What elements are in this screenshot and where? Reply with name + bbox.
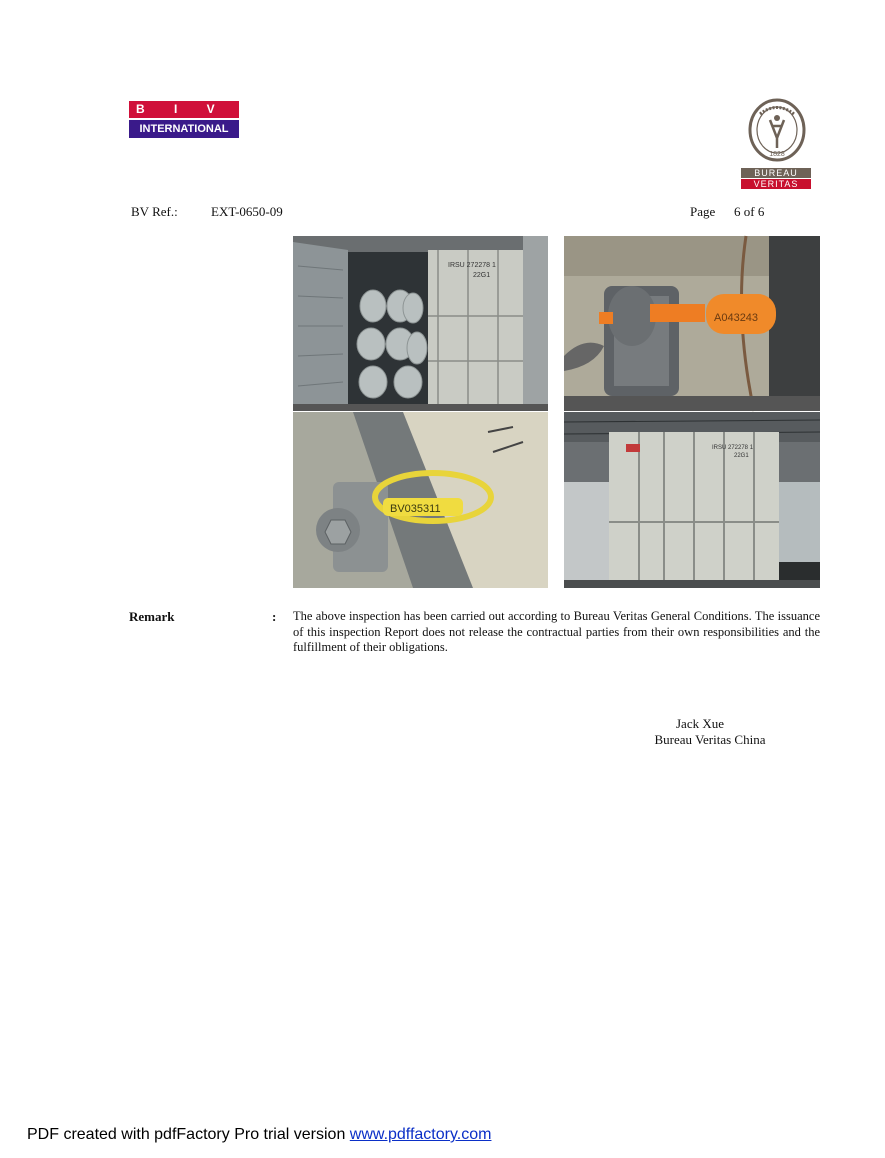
photo-cable-seal xyxy=(293,412,548,588)
bv-word-bureau: BUREAU xyxy=(741,168,811,178)
remark-label: Remark xyxy=(129,609,175,624)
page-label: Page xyxy=(690,204,716,219)
photo-container-closed xyxy=(564,412,820,588)
cable-seal-number: BV035311 xyxy=(390,503,441,515)
ref-value: EXT-0650-09 xyxy=(211,204,283,219)
pdf-footer xyxy=(27,1126,491,1144)
container-number: IRSU 272278 1 xyxy=(448,262,496,269)
signatory-name: Jack Xue xyxy=(675,716,724,731)
page-number: 6 of 6 xyxy=(734,204,765,219)
container-size-code: 22G1 xyxy=(734,453,749,459)
bureau-veritas-seal-logo xyxy=(748,98,806,162)
seal-year: 1828 xyxy=(769,151,785,158)
footer-link[interactable]: www.pdffactory.com xyxy=(349,1126,492,1143)
photo-container-loaded xyxy=(293,236,548,411)
footer-text: PDF created with pdfFactory Pro trial version xyxy=(27,1126,350,1143)
ref-label: BV Ref.: xyxy=(131,204,178,219)
bolt-seal-number: A043243 xyxy=(714,312,759,324)
photo-bolt-seal xyxy=(564,236,820,411)
bureau-veritas-wordmark xyxy=(741,168,811,189)
remark-text: The above inspection has been carried out according to Bureau Veritas General Conditions. The issuance of this inspection Report does not release the contractual parties from their own responsibilities and the fulfillment of their obligations. xyxy=(293,609,820,654)
remark-colon: : xyxy=(272,609,277,624)
container-number: IRSU 272278 1 xyxy=(712,445,754,451)
container-size-code: 22G1 xyxy=(473,272,491,279)
signatory-organization: Bureau Veritas China xyxy=(654,732,766,747)
bv-word-veritas: VERITAS xyxy=(741,179,811,189)
bivac-logo-subtitle: INTERNATIONAL xyxy=(129,120,239,138)
bivac-logo-letters: B I V A C xyxy=(129,101,239,118)
